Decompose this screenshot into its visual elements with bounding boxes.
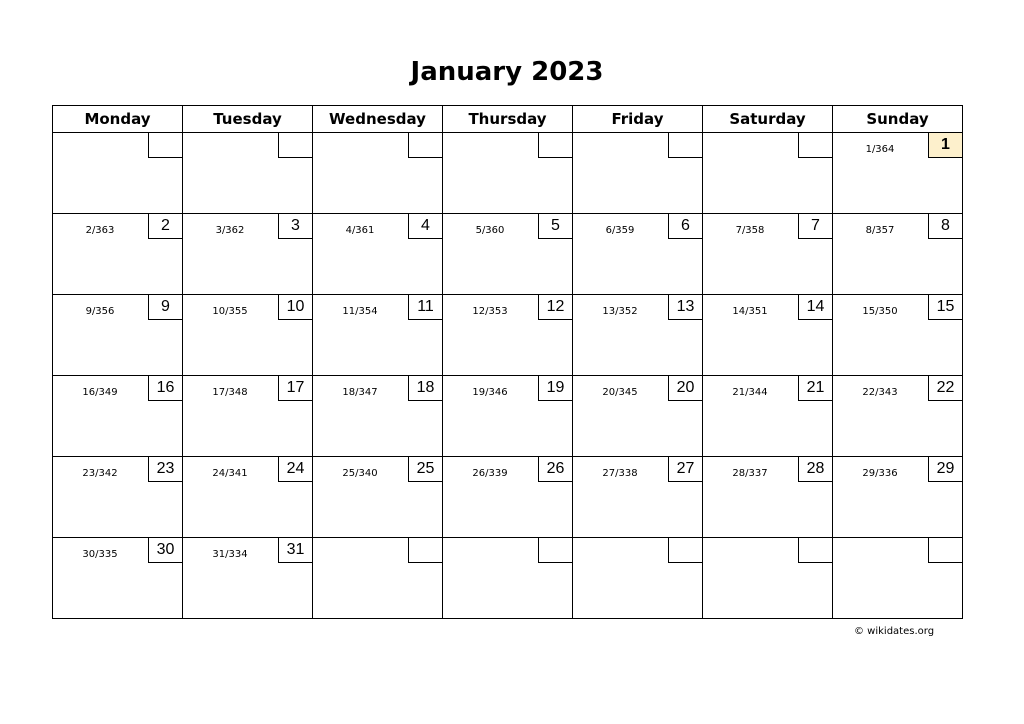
day-number: 21 [798, 375, 833, 401]
calendar-title: January 2023 [410, 57, 604, 87]
day-number [668, 132, 703, 158]
day-of-year-count: 26/339 [472, 468, 508, 479]
day-cell-content [313, 214, 442, 294]
day-cell-content [833, 538, 962, 618]
day-number: 28 [798, 456, 833, 482]
day-of-year-count: 27/338 [602, 468, 638, 479]
day-cell [833, 133, 963, 214]
day-cell [443, 214, 573, 295]
day-cell-content [703, 295, 832, 375]
day-cell [313, 133, 443, 214]
day-of-year-count: 21/344 [732, 387, 768, 398]
day-cell [573, 133, 703, 214]
day-cell [703, 133, 833, 214]
day-of-year-count: 20/345 [602, 387, 638, 398]
day-cell-content [183, 538, 312, 618]
day-cell [833, 214, 963, 295]
day-number [928, 537, 963, 563]
day-number: 13 [668, 294, 703, 320]
day-number: 10 [278, 294, 313, 320]
day-cell [573, 376, 703, 457]
day-number: 14 [798, 294, 833, 320]
day-cell [833, 376, 963, 457]
day-cell [703, 295, 833, 376]
day-number: 23 [148, 456, 183, 482]
day-number: 9 [148, 294, 183, 320]
day-cell [573, 538, 703, 619]
day-of-year-count: 10/355 [212, 306, 248, 317]
day-number: 27 [668, 456, 703, 482]
day-cell-content [313, 133, 442, 213]
day-cell-content [183, 295, 312, 375]
day-cell [443, 295, 573, 376]
day-cell-content [443, 214, 572, 294]
day-cell-content [703, 376, 832, 456]
day-cell-content [443, 457, 572, 537]
weekday-header: Tuesday [183, 106, 313, 133]
day-cell [833, 295, 963, 376]
day-cell-content [313, 295, 442, 375]
day-number: 25 [408, 456, 443, 482]
day-cell-content [313, 376, 442, 456]
day-cell-content [833, 133, 962, 213]
weekday-header: Thursday [443, 106, 573, 133]
day-cell [443, 457, 573, 538]
day-number [148, 132, 183, 158]
day-number [408, 537, 443, 563]
day-number: 19 [538, 375, 573, 401]
day-number [798, 132, 833, 158]
day-cell-content [53, 457, 182, 537]
calendar-body [53, 133, 963, 619]
day-cell-content [573, 376, 702, 456]
day-number: 20 [668, 375, 703, 401]
day-number: 2 [148, 213, 183, 239]
day-cell [313, 376, 443, 457]
day-number [408, 132, 443, 158]
day-cell-content [573, 295, 702, 375]
day-number: 30 [148, 537, 183, 563]
day-cell-content [53, 295, 182, 375]
weekday-header: Wednesday [313, 106, 443, 133]
day-number: 12 [538, 294, 573, 320]
day-cell [53, 295, 183, 376]
day-of-year-count: 25/340 [342, 468, 378, 479]
day-cell-content [183, 133, 312, 213]
day-number: 26 [538, 456, 573, 482]
day-cell-content [573, 214, 702, 294]
day-cell [313, 214, 443, 295]
week-row [53, 214, 963, 295]
day-of-year-count: 8/357 [865, 225, 895, 236]
day-of-year-count: 7/358 [735, 225, 765, 236]
day-number: 7 [798, 213, 833, 239]
day-of-year-count: 2/363 [85, 225, 115, 236]
day-number: 31 [278, 537, 313, 563]
day-number-today: 1 [928, 132, 963, 158]
day-cell [183, 457, 313, 538]
day-of-year-count: 14/351 [732, 306, 768, 317]
day-cell [183, 538, 313, 619]
day-of-year-count: 24/341 [212, 468, 248, 479]
day-of-year-count: 19/346 [472, 387, 508, 398]
day-cell [573, 295, 703, 376]
day-cell [313, 457, 443, 538]
day-cell-content [183, 457, 312, 537]
day-of-year-count: 18/347 [342, 387, 378, 398]
day-cell [313, 538, 443, 619]
day-cell [183, 214, 313, 295]
day-cell-content [313, 538, 442, 618]
day-of-year-count: 22/343 [862, 387, 898, 398]
day-of-year-count: 31/334 [212, 549, 248, 560]
day-cell-content [443, 538, 572, 618]
weekday-header: Sunday [833, 106, 963, 133]
week-row [53, 538, 963, 619]
calendar-grid [52, 105, 963, 619]
day-cell [833, 457, 963, 538]
copyright-footer: © wikidates.org [854, 626, 935, 637]
day-number: 8 [928, 213, 963, 239]
day-cell [703, 214, 833, 295]
day-cell-content [703, 214, 832, 294]
day-number: 17 [278, 375, 313, 401]
day-number: 18 [408, 375, 443, 401]
day-cell-content [703, 538, 832, 618]
weekday-header: Saturday [703, 106, 833, 133]
day-of-year-count: 30/335 [82, 549, 118, 560]
day-cell-content [443, 133, 572, 213]
day-of-year-count: 6/359 [605, 225, 635, 236]
day-number: 3 [278, 213, 313, 239]
day-cell-content [443, 295, 572, 375]
day-of-year-count: 23/342 [82, 468, 118, 479]
day-cell-content [833, 214, 962, 294]
day-of-year-count: 9/356 [85, 306, 115, 317]
day-of-year-count: 1/364 [865, 144, 895, 155]
day-cell [183, 295, 313, 376]
day-cell-content [53, 214, 182, 294]
day-cell-content [703, 133, 832, 213]
day-of-year-count: 12/353 [472, 306, 508, 317]
day-number: 11 [408, 294, 443, 320]
day-cell-content [313, 457, 442, 537]
day-cell [573, 457, 703, 538]
day-number: 15 [928, 294, 963, 320]
day-number [278, 132, 313, 158]
day-cell-content [183, 376, 312, 456]
day-number: 6 [668, 213, 703, 239]
day-cell [53, 376, 183, 457]
day-cell-content [573, 538, 702, 618]
day-number [538, 132, 573, 158]
day-cell [833, 538, 963, 619]
day-cell-content [183, 214, 312, 294]
day-of-year-count: 16/349 [82, 387, 118, 398]
day-number [798, 537, 833, 563]
day-cell-content [53, 133, 182, 213]
day-number: 29 [928, 456, 963, 482]
day-number [538, 537, 573, 563]
day-cell [53, 214, 183, 295]
day-cell [443, 538, 573, 619]
day-cell [443, 376, 573, 457]
day-number: 4 [408, 213, 443, 239]
day-cell [313, 295, 443, 376]
day-number [668, 537, 703, 563]
day-cell [183, 133, 313, 214]
day-cell [443, 133, 573, 214]
day-cell-content [443, 376, 572, 456]
day-of-year-count: 5/360 [475, 225, 505, 236]
weekday-header: Friday [573, 106, 703, 133]
day-cell-content [833, 295, 962, 375]
day-of-year-count: 13/352 [602, 306, 638, 317]
week-row [53, 295, 963, 376]
day-cell [703, 457, 833, 538]
day-of-year-count: 11/354 [342, 306, 378, 317]
weekday-header-row [53, 106, 963, 133]
day-cell-content [833, 457, 962, 537]
day-of-year-count: 17/348 [212, 387, 248, 398]
week-row [53, 376, 963, 457]
day-cell [53, 133, 183, 214]
day-cell-content [53, 376, 182, 456]
day-of-year-count: 28/337 [732, 468, 768, 479]
day-number: 22 [928, 375, 963, 401]
day-number: 5 [538, 213, 573, 239]
week-row [53, 133, 963, 214]
day-cell [53, 457, 183, 538]
day-cell-content [53, 538, 182, 618]
day-cell-content [833, 376, 962, 456]
day-cell [703, 538, 833, 619]
week-row [53, 457, 963, 538]
day-of-year-count: 15/350 [862, 306, 898, 317]
day-number: 24 [278, 456, 313, 482]
day-cell-content [573, 133, 702, 213]
day-of-year-count: 4/361 [345, 225, 375, 236]
day-cell [573, 214, 703, 295]
day-number: 16 [148, 375, 183, 401]
day-of-year-count: 3/362 [215, 225, 245, 236]
day-cell [183, 376, 313, 457]
day-cell [53, 538, 183, 619]
weekday-header: Monday [53, 106, 183, 133]
day-of-year-count: 29/336 [862, 468, 898, 479]
day-cell-content [573, 457, 702, 537]
day-cell-content [703, 457, 832, 537]
day-cell [703, 376, 833, 457]
